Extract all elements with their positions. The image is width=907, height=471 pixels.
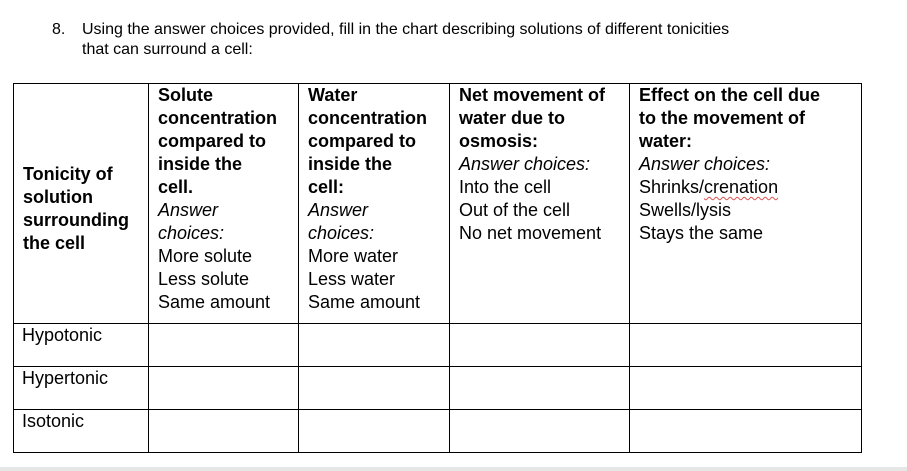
header-text: concentration xyxy=(158,108,278,128)
answer-cell[interactable] xyxy=(630,367,862,410)
question-line-1: Using the answer choices provided, fill in the chart describing solutions of different tonicities xyxy=(82,21,730,38)
header-row xyxy=(14,84,862,324)
answer-choice: Out of the cell xyxy=(459,200,571,220)
answer-cell[interactable] xyxy=(149,367,299,410)
answer-cell[interactable] xyxy=(450,410,630,453)
answer-choice: Swells/lysis xyxy=(639,200,732,220)
header-text: the cell xyxy=(23,232,86,253)
header-text: Net movement of xyxy=(459,85,606,105)
answer-choice: More solute xyxy=(158,246,253,266)
header-text: cell: xyxy=(308,177,345,197)
answer-choice: Less solute xyxy=(158,269,250,289)
question-text xyxy=(82,20,842,60)
answer-cell[interactable] xyxy=(149,324,299,367)
answer-choice: Stays the same xyxy=(639,223,764,243)
header-text: inside the xyxy=(158,154,243,174)
answer-cell[interactable] xyxy=(450,324,630,367)
answer-choice: Less water xyxy=(308,269,396,289)
answer-choice: Same amount xyxy=(308,292,421,312)
answer-choice: Same amount xyxy=(158,292,271,312)
answer-choices-label: Answer choices: xyxy=(639,154,771,174)
table-row-hypotonic xyxy=(14,324,862,367)
table-row-isotonic xyxy=(14,410,862,453)
answer-cell[interactable] xyxy=(299,324,450,367)
answer-cell[interactable] xyxy=(299,410,450,453)
row-label: Hypertonic xyxy=(14,367,149,410)
answer-choice xyxy=(639,176,855,199)
answer-choices-label: choices: xyxy=(308,223,375,243)
spellcheck-word: crenation xyxy=(704,177,779,197)
header-text: Effect on the cell due xyxy=(639,85,821,105)
header-text: osmosis: xyxy=(459,131,539,151)
question-line-2: that can surround a cell: xyxy=(82,41,253,58)
header-text: cell. xyxy=(158,177,194,197)
header-effect xyxy=(630,84,862,324)
header-text: compared to xyxy=(308,131,417,151)
header-text: Water xyxy=(308,85,358,105)
answer-choices-label: Answer xyxy=(158,200,219,220)
answer-choice: More water xyxy=(308,246,399,266)
page-bottom-divider xyxy=(0,467,907,471)
header-text: concentration xyxy=(308,108,428,128)
header-text: inside the xyxy=(308,154,393,174)
header-text: compared to xyxy=(158,131,267,151)
answer-choice: Into the cell xyxy=(459,177,552,197)
answer-cell[interactable] xyxy=(630,324,862,367)
header-text: Tonicity of xyxy=(23,163,113,184)
row-label: Isotonic xyxy=(14,410,149,453)
header-text: Solute xyxy=(158,85,214,105)
header-tonicity xyxy=(14,84,149,324)
answer-choice-prefix: Shrinks/ xyxy=(639,177,705,197)
question-number: 8. xyxy=(52,21,66,38)
header-text: solution xyxy=(23,186,93,207)
header-solute xyxy=(149,84,299,324)
answer-choices-label: choices: xyxy=(158,223,225,243)
header-text: water due to xyxy=(459,108,566,128)
answer-cell[interactable] xyxy=(299,367,450,410)
header-net-movement xyxy=(450,84,630,324)
answer-choice: No net movement xyxy=(459,223,602,243)
table-row-hypertonic xyxy=(14,367,862,410)
header-text: to the movement of xyxy=(639,108,806,128)
header-water xyxy=(299,84,450,324)
answer-cell[interactable] xyxy=(450,367,630,410)
answer-cell[interactable] xyxy=(149,410,299,453)
tonicity-chart xyxy=(13,83,862,453)
header-text: surrounding xyxy=(23,209,129,230)
answer-choices-label: Answer xyxy=(308,200,369,220)
row-label: Hypotonic xyxy=(14,324,149,367)
answer-choices-label: Answer choices: xyxy=(459,154,591,174)
header-text: water: xyxy=(639,131,693,151)
answer-cell[interactable] xyxy=(630,410,862,453)
